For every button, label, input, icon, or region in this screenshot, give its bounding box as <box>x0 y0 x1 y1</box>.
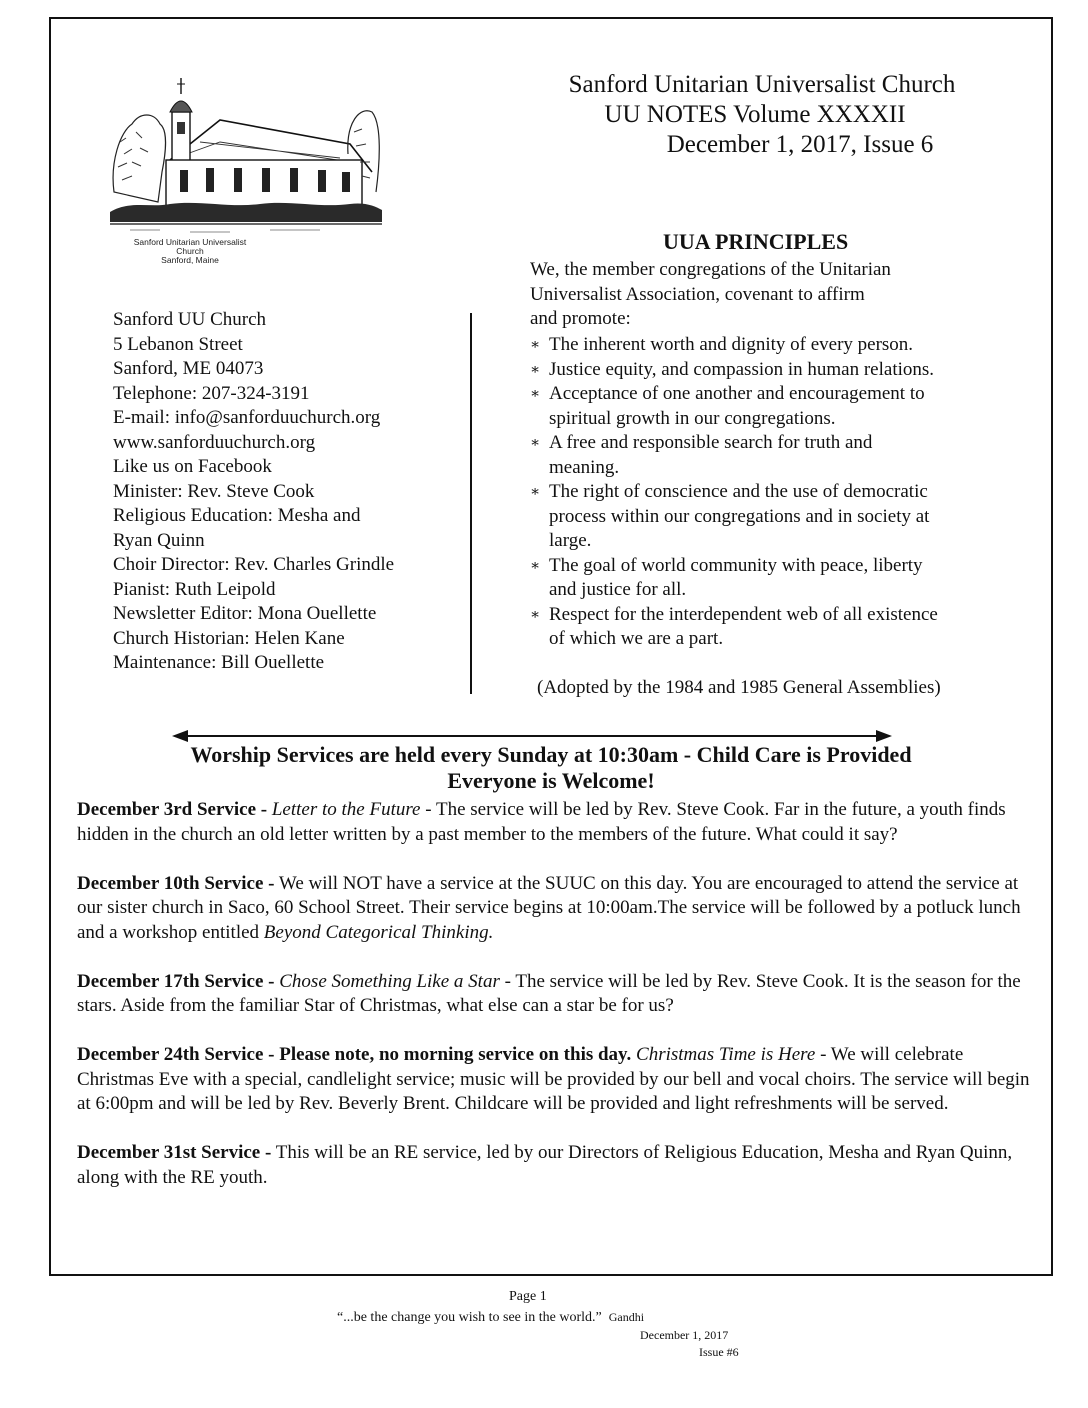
principle-item <box>530 431 1000 480</box>
principle-text: and justice for all. <box>549 579 687 600</box>
principle-text: large. <box>549 530 592 551</box>
service-text: We will NOT have a service at the SUUC on this day. You are encouraged to attend the service at our sister church in Saco, 60 School Street. Their service begins at 10:00am.The service will be followed by a potluck lunch and a workshop entitled <box>77 872 1021 943</box>
asterisk-bullet-icon: ∗ <box>530 337 541 353</box>
church-illustration <box>110 72 382 265</box>
service-label: December 10th Service - <box>77 872 275 894</box>
principle-text: process within our congregations and in society at <box>549 505 930 527</box>
service-label: December 17th Service - <box>77 970 275 992</box>
principle-text: The right of conscience and the use of democratic <box>549 481 928 502</box>
principle-text: The inherent worth and dignity of every person. <box>549 334 914 355</box>
service-text: - The service will be led by Rev. Steve Cook. It is the season for the stars. Aside from the familiar Star of Christmas, what else can a star be for us? <box>77 970 1021 1016</box>
service-label: December 3rd Service - <box>77 799 268 820</box>
illustration-caption <box>110 238 270 265</box>
contact-line: Newsletter Editor: Mona Ouellette <box>113 603 377 624</box>
caption-line: Church <box>176 246 204 256</box>
contact-line: Pianist: Ruth Leipold <box>113 578 276 600</box>
principle-item <box>530 480 1000 554</box>
worship-headline <box>49 742 1053 794</box>
service-text: This will be an RE service, led by our Directors of Religious Education, Mesha and Ryan Quinn, along with the RE youth. <box>77 1142 1013 1188</box>
principle-text: Acceptance of one another and encouragement to <box>549 383 925 404</box>
contact-line: Choir Director: Rev. Charles Grindle <box>113 554 395 575</box>
service-dec3 <box>77 798 1037 847</box>
service-title: Letter to the Future <box>271 799 421 820</box>
service-text: - The service will be led by Rev. Steve Cook. Far in the future, a youth finds hidden in the church an old letter written by a past member to the members of the future. What could it say? <box>77 799 1006 845</box>
principle-text: A free and responsible search for truth and <box>549 432 873 453</box>
principles-intro <box>530 258 950 332</box>
column-divider <box>470 313 472 694</box>
church-name: Sanford Unitarian Universalist Church <box>568 71 956 98</box>
principle-text: spiritual growth in our congregations. <box>549 407 836 429</box>
principle-item <box>530 554 1000 603</box>
footer-date: December 1, 2017 <box>640 1328 729 1342</box>
intro-line: and promote: <box>530 308 631 329</box>
service-listings <box>77 798 1037 1215</box>
contact-email: E-mail: info@sanforduuchurch.org <box>113 407 381 428</box>
service-dec17 <box>77 970 1037 1019</box>
quote-text: “...be the change you wish to see in the world.” <box>337 1310 602 1325</box>
asterisk-bullet-icon: ∗ <box>530 386 541 402</box>
church-drawing-icon <box>110 72 382 237</box>
service-title: Christmas Time is Here <box>636 1044 816 1065</box>
asterisk-bullet-icon: ∗ <box>530 435 541 451</box>
service-label: December 31st Service - <box>77 1142 272 1163</box>
service-dec31 <box>77 1141 1037 1190</box>
service-text: - We will celebrate Christmas Eve with a special, candlelight service; music will be provided by our bell and vocal choirs. The service will begin at 6:00pm and will be led by Rev. Beverly Brent. Childcare will be provided and light refreshments will be served. <box>77 1044 1030 1114</box>
intro-line: Universalist Association, covenant to affirm <box>530 283 865 305</box>
service-dec24 <box>77 1043 1037 1117</box>
headline-line: Worship Services are held every Sunday at 10:30am - Child Care is Provided <box>190 742 912 767</box>
volume-line: UU NOTES Volume XXXXII <box>604 101 906 128</box>
page-number: Page 1 <box>509 1289 547 1304</box>
principle-text: of which we are a part. <box>549 628 724 649</box>
principles-heading: UUA PRINCIPLES <box>663 229 849 254</box>
asterisk-bullet-icon: ∗ <box>530 606 541 623</box>
principles-list <box>530 333 1000 652</box>
principle-text: Justice equity, and compassion in human relations. <box>549 358 935 380</box>
headline-line: Everyone is Welcome! <box>447 768 655 793</box>
principle-item <box>530 333 1000 358</box>
contact-line: Church Historian: Helen Kane <box>113 627 345 649</box>
asterisk-bullet-icon: ∗ <box>530 557 541 574</box>
service-title: Chose Something Like a Star <box>279 970 500 992</box>
contact-website: www.sanforduuchurch.org <box>113 431 316 453</box>
service-label: December 24th Service - Please note, no morning service on this day. <box>77 1044 632 1065</box>
principle-text: meaning. <box>549 456 620 478</box>
issue-line: December 1, 2017, Issue 6 <box>666 131 934 158</box>
contact-line: Religious Education: Mesha and <box>113 505 361 526</box>
contact-line: Like us on Facebook <box>113 456 272 477</box>
contact-line: 5 Lebanon Street <box>113 333 243 355</box>
quote-author: Gandhi <box>608 1310 645 1324</box>
principle-item <box>530 382 1000 431</box>
asterisk-bullet-icon: ∗ <box>530 361 541 378</box>
adopted-note: (Adopted by the 1984 and 1985 General Assemblies) <box>537 677 941 698</box>
principle-item <box>530 358 1000 383</box>
caption-line: Sanford, Maine <box>161 255 219 265</box>
footer-quote <box>337 1308 644 1327</box>
contact-line: Telephone: 207-324-3191 <box>113 382 310 404</box>
caption-line: Sanford Unitarian Universalist <box>133 237 247 247</box>
intro-line: We, the member congregations of the Unitarian <box>530 259 891 280</box>
service-dec10 <box>77 872 1037 946</box>
footer-issue: Issue #6 <box>699 1345 739 1359</box>
contact-line: Sanford, ME 04073 <box>113 358 264 379</box>
contact-line: Ryan Quinn <box>113 529 205 551</box>
contact-line: Minister: Rev. Steve Cook <box>113 480 315 502</box>
contact-line: Maintenance: Bill Ouellette <box>113 652 325 673</box>
asterisk-bullet-icon: ∗ <box>530 484 541 500</box>
contact-line: Sanford UU Church <box>113 309 267 330</box>
principle-item <box>530 603 1000 652</box>
contact-info <box>113 308 453 676</box>
service-title: Beyond Categorical Thinking. <box>263 921 494 943</box>
principle-text: The goal of world community with peace, liberty <box>549 554 923 576</box>
principle-text: Respect for the interdependent web of all existence <box>549 603 938 625</box>
